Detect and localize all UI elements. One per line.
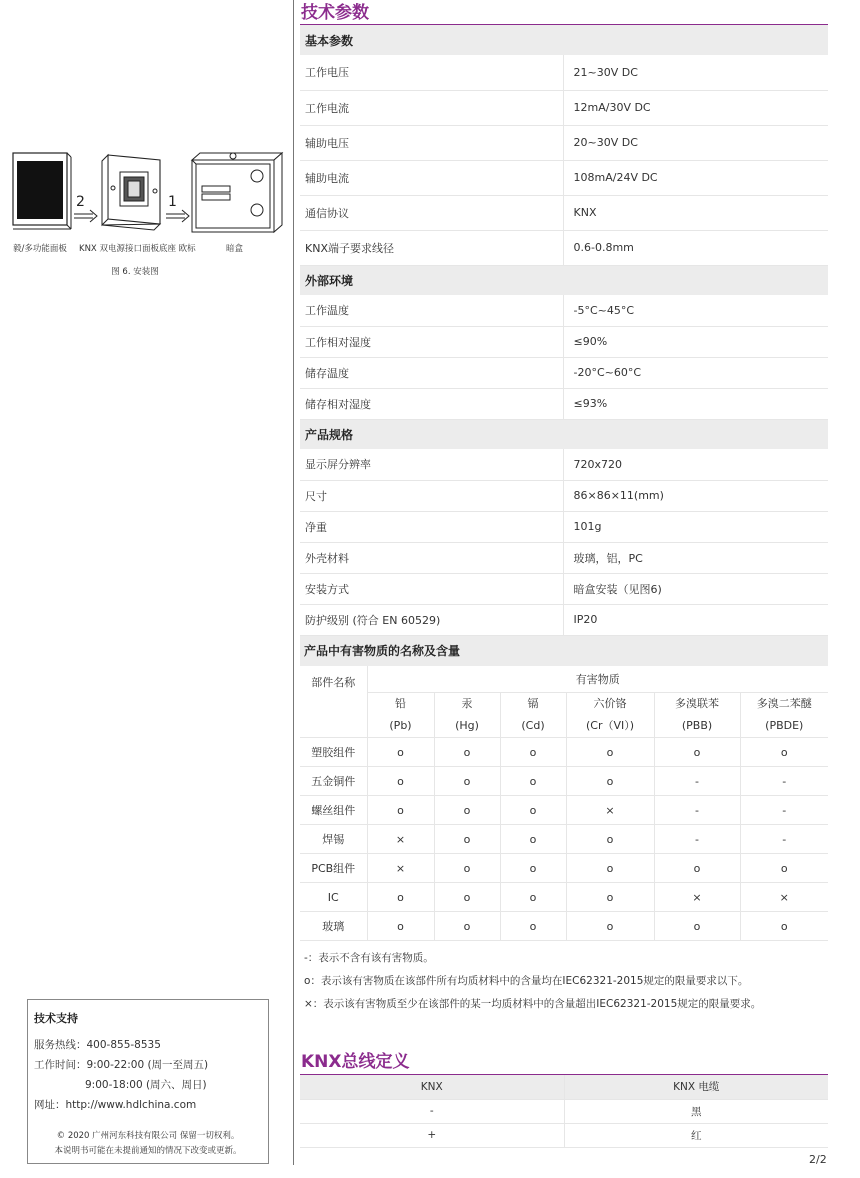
hazard-cell: o <box>434 825 500 854</box>
knx-cable-header: KNX 电缆 <box>564 1075 828 1099</box>
substance-name: 汞 <box>461 697 473 710</box>
hazard-cell: o <box>654 912 740 941</box>
hazard-row <box>300 854 828 883</box>
hazard-cell: o <box>500 854 566 883</box>
support-hotline: 服务热线：400-855-8535 <box>34 1039 161 1051</box>
substance-cell <box>566 693 654 738</box>
spec-value: ≤90% <box>563 326 828 357</box>
hazard-row <box>300 825 828 854</box>
panel-drawing <box>13 153 71 229</box>
arrow-number-1: 1 <box>168 194 177 210</box>
substance-cell <box>367 693 434 738</box>
hazard-cell: o <box>500 912 566 941</box>
hazard-cell: o <box>500 767 566 796</box>
spec-value: 暗盒安装（见图6) <box>563 573 828 604</box>
right-column <box>300 0 828 1148</box>
spec-label: 工作电压 <box>300 55 563 90</box>
spec-label: 通信协议 <box>300 195 563 230</box>
copyright-text: © 2020 广州河东科技有限公司 保留一切权利。 <box>56 1131 240 1141</box>
substance-name: 多溴联苯 <box>675 697 719 710</box>
spec-row <box>300 230 828 265</box>
spec-value: 101g <box>563 511 828 542</box>
knx-header: KNX <box>300 1075 564 1099</box>
base-plate-label: KNX 双电源接口面板底座 欧标 <box>79 244 196 254</box>
hazard-cell: o <box>434 883 500 912</box>
hazard-row <box>300 738 828 767</box>
substance-header: 有害物质 <box>367 666 828 693</box>
hazard-cell: o <box>367 796 434 825</box>
spec-value: ≤93% <box>563 388 828 419</box>
note-below-limit: o：表示该有害物质在该部件所有均质材料中的含量均在IEC62321-2015规定的限量要求以下。 <box>304 975 749 987</box>
substance-name: 六价铬 <box>593 697 627 710</box>
knx-table <box>300 1075 828 1148</box>
hazard-cell: o <box>367 912 434 941</box>
hazard-cell: - <box>654 825 740 854</box>
spec-row <box>300 511 828 542</box>
hazard-cell: × <box>740 883 828 912</box>
back-box-drawing <box>192 153 282 232</box>
disclaimer-text: 本说明书可能在未提前通知的情况下改变或更新。 <box>54 1146 242 1156</box>
spec-label: 净重 <box>300 511 563 542</box>
spec-row <box>300 357 828 388</box>
substance-symbol: (Pb) <box>389 719 412 732</box>
spec-group-row <box>300 265 828 295</box>
spec-label: 辅助电流 <box>300 160 563 195</box>
substance-cell <box>740 693 828 738</box>
spec-group-environment: 外部环境 <box>300 265 828 295</box>
spec-row <box>300 160 828 195</box>
spec-value: 玻璃，铝，PC <box>563 542 828 573</box>
support-box <box>27 999 269 1164</box>
part-name: PCB组件 <box>300 854 367 883</box>
spec-row <box>300 388 828 419</box>
hazard-cell: o <box>500 883 566 912</box>
hazard-cell: - <box>654 796 740 825</box>
spec-group-product: 产品规格 <box>300 419 828 449</box>
hazard-title: 产品中有害物质的名称及含量 <box>300 636 828 666</box>
hazard-cell: × <box>566 796 654 825</box>
spec-table <box>300 25 828 636</box>
spec-label: 辅助电压 <box>300 125 563 160</box>
spec-group-basic: 基本参数 <box>300 25 828 55</box>
hazard-cell: - <box>740 796 828 825</box>
spec-value: KNX <box>563 195 828 230</box>
substance-names-row <box>300 693 828 738</box>
spec-label: 尺寸 <box>300 480 563 511</box>
support-title: 技术支持 <box>34 1012 78 1025</box>
support-website: 网址：http://www.hdlchina.com <box>34 1099 197 1111</box>
substance-cell <box>500 693 566 738</box>
hazard-cell: o <box>434 912 500 941</box>
hazard-header-row <box>300 666 828 693</box>
hazard-cell: o <box>434 738 500 767</box>
spec-row <box>300 195 828 230</box>
spec-label: 储存相对湿度 <box>300 388 563 419</box>
substance-symbol: (PBDE) <box>765 719 804 732</box>
installation-diagram <box>10 150 290 250</box>
spec-label: 显示屏分辨率 <box>300 449 563 480</box>
arrow-1 <box>166 210 189 222</box>
knx-bus-title: KNX总线定义 <box>301 1052 410 1072</box>
hazard-cell: o <box>367 738 434 767</box>
spec-value: 21~30V DC <box>563 55 828 90</box>
spec-value: 12mA/30V DC <box>563 90 828 125</box>
spec-row <box>300 55 828 90</box>
substance-cell <box>434 693 500 738</box>
hazard-cell: o <box>566 767 654 796</box>
spec-group-row <box>300 25 828 55</box>
spec-label: 储存温度 <box>300 357 563 388</box>
spec-value: IP20 <box>563 604 828 635</box>
knx-row <box>300 1123 828 1147</box>
page-number: 2/2 <box>809 1153 827 1166</box>
spec-row <box>300 326 828 357</box>
hazard-row <box>300 912 828 941</box>
hazard-cell: o <box>500 825 566 854</box>
spec-label: 外壳材料 <box>300 542 563 573</box>
knx-wire-color: 红 <box>564 1123 828 1147</box>
hazard-cell: o <box>500 796 566 825</box>
support-hours-weekend: 9:00-18:00 (周六、周日) <box>85 1079 207 1091</box>
hazard-cell: o <box>566 883 654 912</box>
spec-value: 86×86×11(mm) <box>563 480 828 511</box>
hazard-cell: o <box>654 854 740 883</box>
hazard-cell: o <box>566 738 654 767</box>
substance-symbol: (Hg) <box>455 719 479 732</box>
support-hours-weekday: 工作时间：9:00-22:00 (周一至周五) <box>34 1059 209 1071</box>
knx-wire-color: 黑 <box>564 1099 828 1123</box>
note-absent: -：表示不含有该有害物质。 <box>304 952 434 964</box>
spec-label: 安装方式 <box>300 573 563 604</box>
substance-symbol: (Cr（VI）) <box>585 719 635 732</box>
spec-row <box>300 90 828 125</box>
spec-row <box>300 604 828 635</box>
spec-label: 工作温度 <box>300 295 563 326</box>
hazard-cell: o <box>740 912 828 941</box>
spec-value: 0.6-0.8mm <box>563 230 828 265</box>
spec-value: 720x720 <box>563 449 828 480</box>
part-name: IC <box>300 883 367 912</box>
spec-row <box>300 449 828 480</box>
spec-row <box>300 573 828 604</box>
hazard-group-row <box>300 636 828 666</box>
part-name: 螺丝组件 <box>300 796 367 825</box>
hazard-row <box>300 767 828 796</box>
base-plate-drawing <box>102 155 160 230</box>
substance-name: 多溴二苯醚 <box>756 697 812 710</box>
spec-row <box>300 125 828 160</box>
hazard-notes <box>300 947 828 1016</box>
hazard-cell: o <box>434 854 500 883</box>
spec-value: 20~30V DC <box>563 125 828 160</box>
back-box-label: 暗盒 <box>226 244 244 254</box>
spec-row <box>300 480 828 511</box>
tech-params-title: 技术参数 <box>301 3 369 23</box>
spec-label: 工作相对湿度 <box>300 326 563 357</box>
substance-name: 镉 <box>527 697 539 710</box>
note-above-limit: ×：表示该有害物质至少在该部件的某一均质材料中的含量超出IEC62321-2015规定的限量要求。 <box>304 998 762 1010</box>
spec-value: 108mA/24V DC <box>563 160 828 195</box>
spec-label: 工作电流 <box>300 90 563 125</box>
knx-terminal: - <box>300 1099 564 1123</box>
hazard-row <box>300 883 828 912</box>
arrow-2 <box>74 210 97 222</box>
installation-figure <box>10 150 290 280</box>
hazard-cell: × <box>367 825 434 854</box>
spec-group-row <box>300 419 828 449</box>
hazard-cell: o <box>740 738 828 767</box>
figure-caption: 图 6. 安装图 <box>111 267 159 277</box>
hazard-cell: × <box>654 883 740 912</box>
spec-row <box>300 542 828 573</box>
spec-label: 防护级别 (符合 EN 60529) <box>300 604 563 635</box>
panel-label: 毅/多功能面板 <box>13 244 67 254</box>
hazard-cell: o <box>740 854 828 883</box>
hazard-cell: o <box>566 912 654 941</box>
hazard-cell: - <box>654 767 740 796</box>
hazard-cell: o <box>566 825 654 854</box>
hazard-table <box>300 636 828 942</box>
column-divider <box>293 0 294 1165</box>
knx-row <box>300 1099 828 1123</box>
substance-symbol: (Cd) <box>521 719 545 732</box>
substance-cell <box>654 693 740 738</box>
spec-label: KNX端子要求线径 <box>300 230 563 265</box>
part-name: 玻璃 <box>300 912 367 941</box>
hazard-cell: o <box>367 767 434 796</box>
substance-symbol: (PBB) <box>681 719 713 732</box>
knx-terminal: + <box>300 1123 564 1147</box>
spec-value: -20°C~60°C <box>563 357 828 388</box>
hazard-cell: o <box>434 796 500 825</box>
hazard-row <box>300 796 828 825</box>
hazard-cell: o <box>500 738 566 767</box>
hazard-cell: - <box>740 825 828 854</box>
hazard-cell: o <box>434 767 500 796</box>
substance-name: 铅 <box>395 697 406 710</box>
hazard-cell: o <box>566 854 654 883</box>
hazard-cell: × <box>367 854 434 883</box>
part-name: 塑胶组件 <box>300 738 367 767</box>
part-name: 焊锡 <box>300 825 367 854</box>
spec-row <box>300 295 828 326</box>
hazard-cell: o <box>654 738 740 767</box>
knx-header-row <box>300 1075 828 1099</box>
hazard-cell: o <box>367 883 434 912</box>
spec-value: -5°C~45°C <box>563 295 828 326</box>
arrow-number-2: 2 <box>76 194 85 210</box>
part-name: 五金铜件 <box>300 767 367 796</box>
part-name-header: 部件名称 <box>300 666 367 738</box>
hazard-cell: - <box>740 767 828 796</box>
